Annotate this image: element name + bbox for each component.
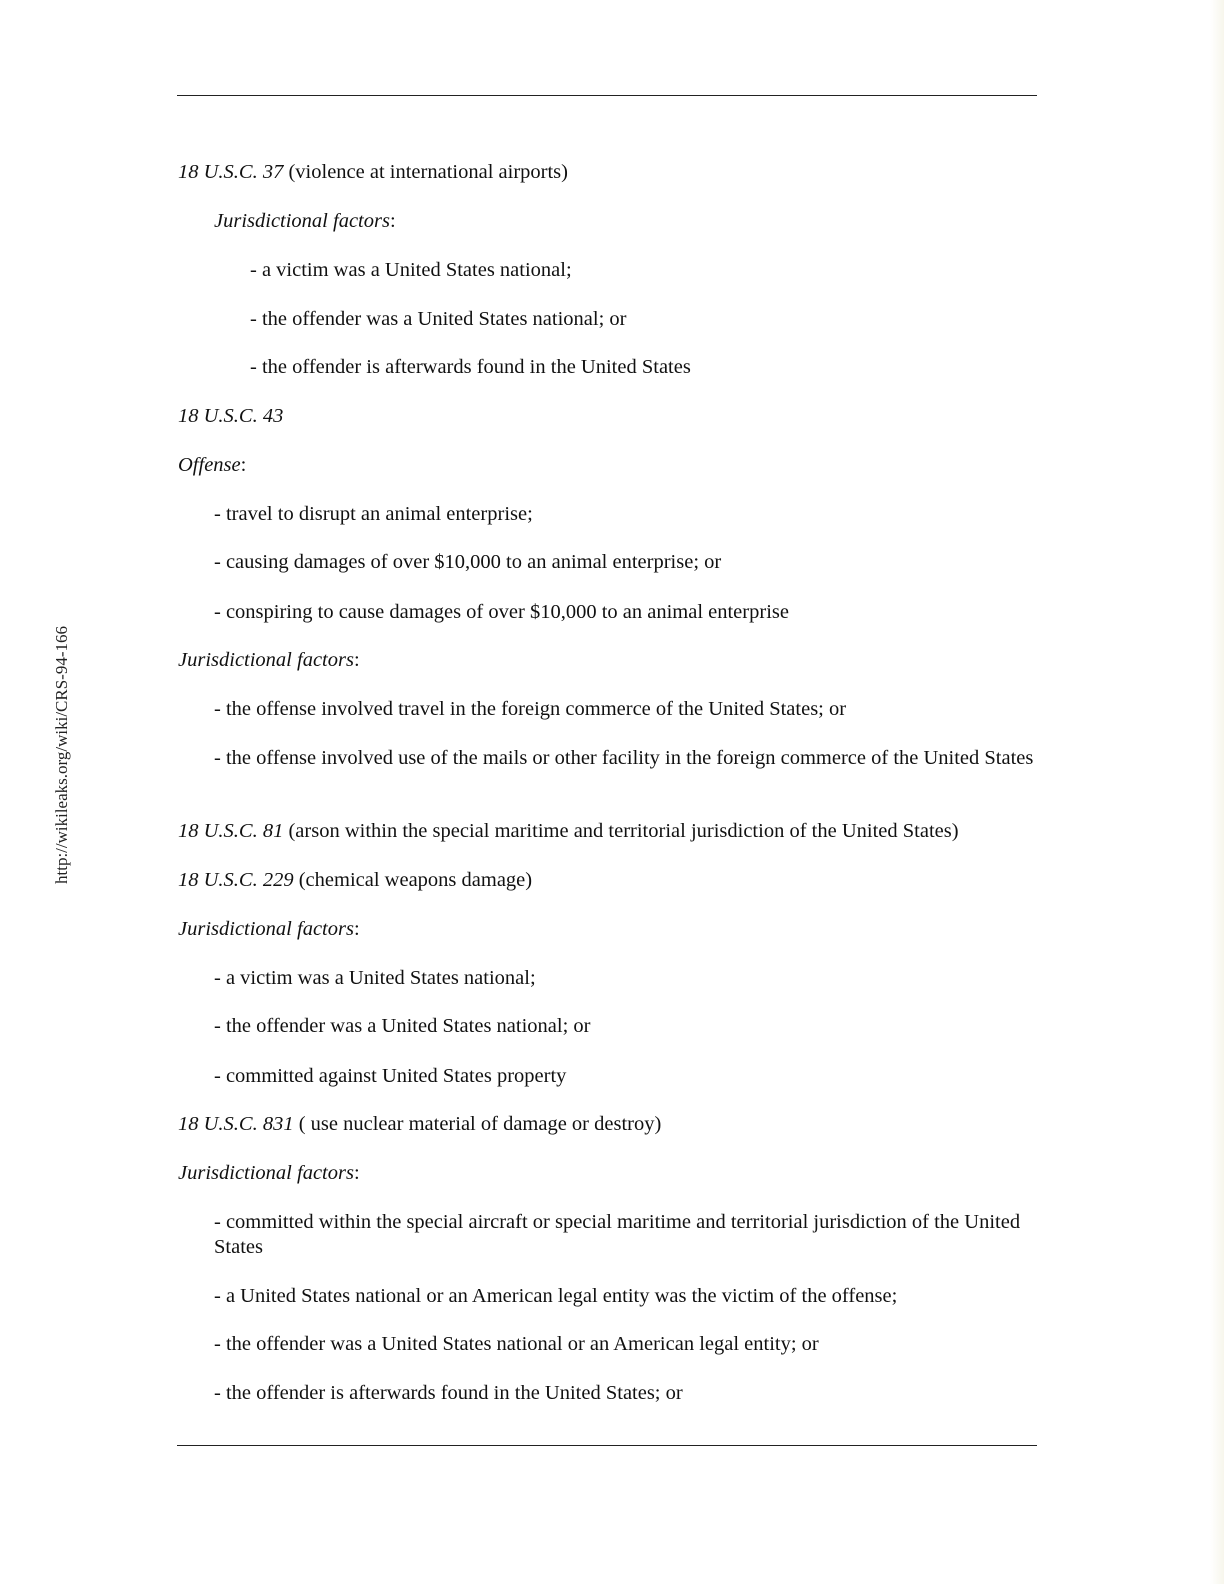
- description-81: (arson within the special maritime and territorial jurisdiction of the United States): [283, 820, 959, 842]
- list-item: - conspiring to cause damages of over $10,000 to an animal enterprise: [214, 601, 789, 623]
- section-heading-831: [178, 1112, 661, 1137]
- description-831: ( use nuclear material of damage or destroy): [293, 1113, 662, 1135]
- jurisdictional-factors-label: Jurisdictional factors:: [178, 649, 360, 671]
- footer-rule: [177, 1445, 1037, 1446]
- jurisdictional-factors-label: Jurisdictional factors:: [214, 210, 396, 232]
- citation-229: 18 U.S.C. 229: [178, 869, 294, 891]
- description-229: (chemical weapons damage): [293, 869, 533, 891]
- citation-43: 18 U.S.C. 43: [178, 405, 284, 427]
- list-item: - the offender was a United States national; or: [250, 308, 627, 330]
- list-item: - travel to disrupt an animal enterprise;: [214, 503, 533, 525]
- jurisdictional-factors-label: Jurisdictional factors:: [178, 1162, 360, 1184]
- jurisdictional-factors-label: Jurisdictional factors:: [178, 918, 360, 940]
- list-item: - the offender is afterwards found in the United States; or: [214, 1382, 683, 1404]
- header-rule: [177, 95, 1037, 96]
- page-edge-shading: [1210, 0, 1224, 1584]
- citation-37: 18 U.S.C. 37: [178, 161, 284, 183]
- list-item: - causing damages of over $10,000 to an animal enterprise; or: [214, 551, 722, 573]
- side-watermark-url: http://wikileaks.org/wiki/CRS-94-166: [52, 626, 71, 884]
- list-item: - the offense involved use of the mails or other facility in the foreign commerce of the United States: [214, 747, 1034, 769]
- list-item: - a United States national or an American legal entity was the victim of the offense;: [214, 1285, 898, 1307]
- offense-label: Offense:: [178, 454, 247, 476]
- section-heading-229: [178, 868, 532, 893]
- section-heading-37: [178, 160, 568, 185]
- list-item: - committed within the special aircraft or special maritime and territorial jurisdiction of the United States: [214, 1211, 1021, 1258]
- list-item: - the offender was a United States national or an American legal entity; or: [214, 1333, 819, 1355]
- description-37: (violence at international airports): [283, 161, 568, 183]
- list-item: - the offender was a United States national; or: [214, 1015, 591, 1037]
- list-item: - committed against United States property: [214, 1065, 567, 1087]
- list-item: - the offender is afterwards found in the United States: [250, 356, 691, 378]
- list-item: - a victim was a United States national;: [214, 967, 536, 989]
- list-item: - the offense involved travel in the foreign commerce of the United States; or: [214, 698, 847, 720]
- section-heading-43: [178, 404, 283, 429]
- section-heading-81: [178, 819, 959, 844]
- citation-831: 18 U.S.C. 831: [178, 1113, 294, 1135]
- list-item: - a victim was a United States national;: [250, 259, 572, 281]
- citation-81: 18 U.S.C. 81: [178, 820, 284, 842]
